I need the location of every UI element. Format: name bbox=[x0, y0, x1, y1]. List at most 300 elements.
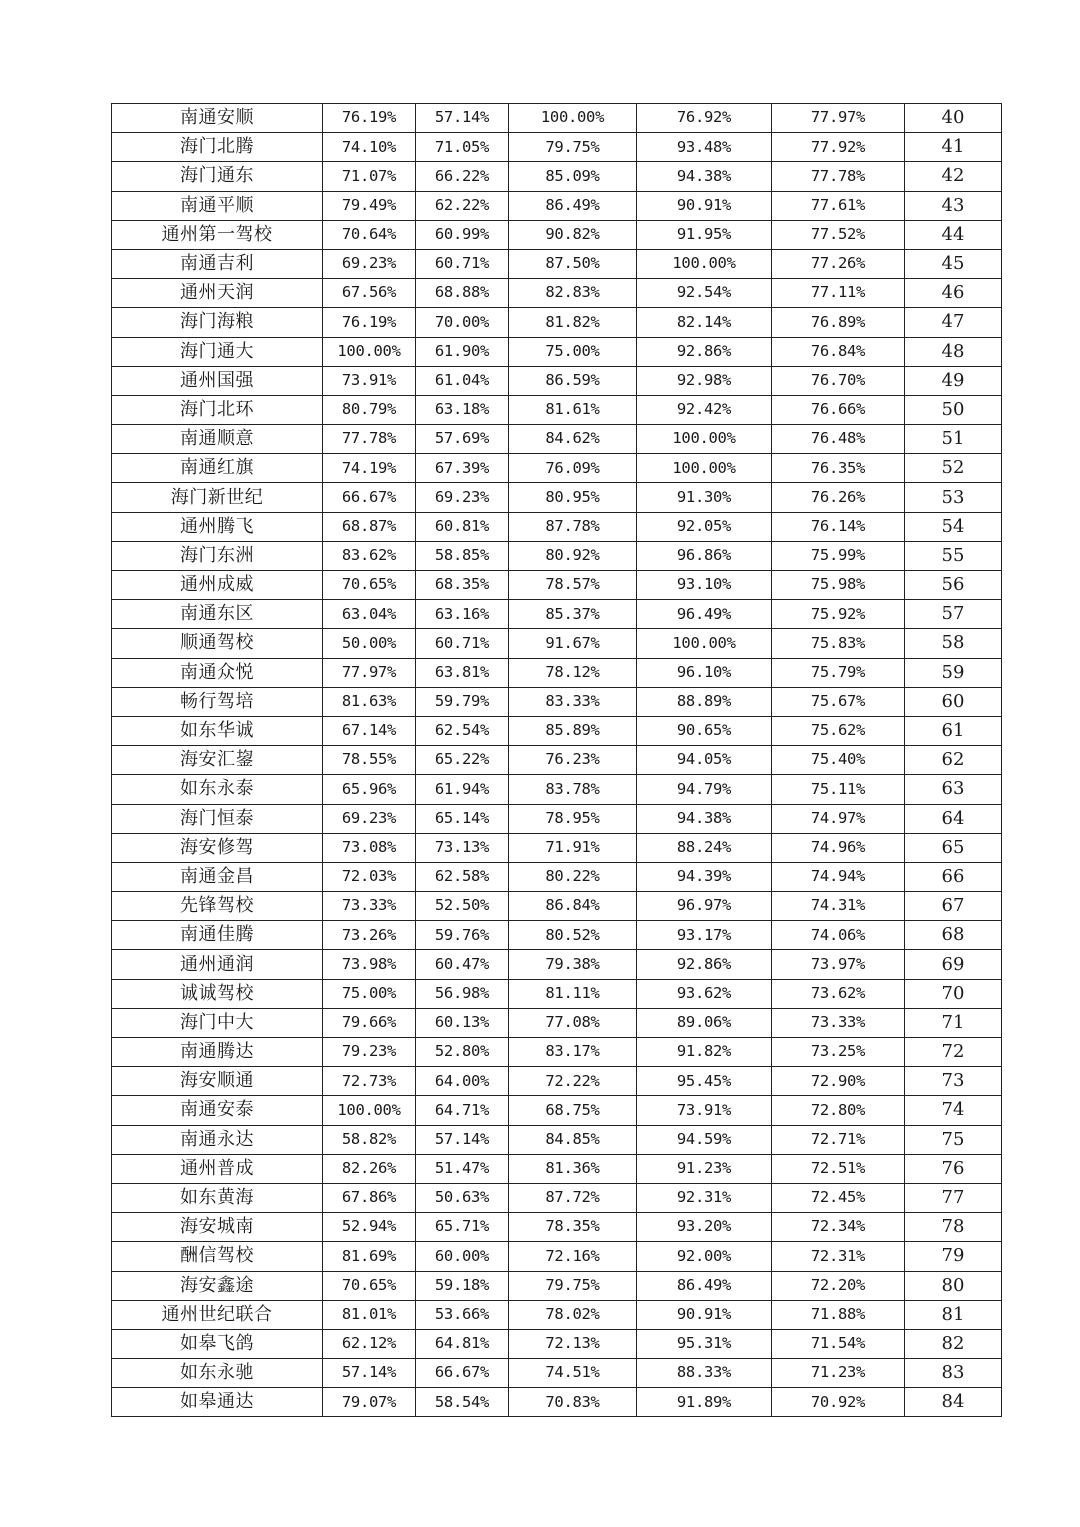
rank-cell: 43 bbox=[905, 191, 1002, 220]
rate-cell-4: 91.82% bbox=[637, 1038, 772, 1067]
rank-cell: 44 bbox=[905, 220, 1002, 249]
table-row bbox=[112, 892, 1002, 921]
rank-cell: 67 bbox=[905, 892, 1002, 921]
rank-cell: 54 bbox=[905, 512, 1002, 541]
rate-cell-1: 81.63% bbox=[323, 687, 416, 716]
overall-rate-cell: 71.88% bbox=[772, 1300, 905, 1329]
overall-rate-cell: 76.26% bbox=[772, 483, 905, 512]
overall-rate-cell: 72.34% bbox=[772, 1213, 905, 1242]
rate-cell-3: 80.92% bbox=[509, 541, 637, 570]
rate-cell-2: 61.94% bbox=[416, 775, 509, 804]
rank-cell: 79 bbox=[905, 1242, 1002, 1271]
rank-cell: 58 bbox=[905, 629, 1002, 658]
table-row bbox=[112, 658, 1002, 687]
table-row bbox=[112, 454, 1002, 483]
rate-cell-4: 100.00% bbox=[637, 249, 772, 278]
rate-cell-2: 53.66% bbox=[416, 1300, 509, 1329]
overall-rate-cell: 74.96% bbox=[772, 833, 905, 862]
rate-cell-4: 94.79% bbox=[637, 775, 772, 804]
school-name-cell: 先锋驾校 bbox=[112, 892, 323, 921]
rank-cell: 66 bbox=[905, 862, 1002, 891]
rate-cell-1: 77.78% bbox=[323, 425, 416, 454]
table-row bbox=[112, 483, 1002, 512]
rate-cell-1: 68.87% bbox=[323, 512, 416, 541]
rank-cell: 83 bbox=[905, 1359, 1002, 1388]
rate-cell-3: 72.13% bbox=[509, 1329, 637, 1358]
rate-cell-1: 73.26% bbox=[323, 921, 416, 950]
rank-cell: 48 bbox=[905, 337, 1002, 366]
rate-cell-1: 58.82% bbox=[323, 1125, 416, 1154]
rate-cell-1: 65.96% bbox=[323, 775, 416, 804]
rate-cell-2: 60.71% bbox=[416, 249, 509, 278]
overall-rate-cell: 77.61% bbox=[772, 191, 905, 220]
school-name-cell: 海门新世纪 bbox=[112, 483, 323, 512]
rate-cell-1: 81.69% bbox=[323, 1242, 416, 1271]
rate-cell-2: 60.71% bbox=[416, 629, 509, 658]
table-row bbox=[112, 133, 1002, 162]
rate-cell-2: 65.22% bbox=[416, 746, 509, 775]
school-name-cell: 南通顺意 bbox=[112, 425, 323, 454]
overall-rate-cell: 75.79% bbox=[772, 658, 905, 687]
school-name-cell: 通州世纪联合 bbox=[112, 1300, 323, 1329]
overall-rate-cell: 76.66% bbox=[772, 395, 905, 424]
rate-cell-3: 100.00% bbox=[509, 104, 637, 133]
rate-cell-1: 100.00% bbox=[323, 1096, 416, 1125]
rate-cell-1: 100.00% bbox=[323, 337, 416, 366]
overall-rate-cell: 76.84% bbox=[772, 337, 905, 366]
rate-cell-4: 92.31% bbox=[637, 1183, 772, 1212]
rate-cell-2: 69.23% bbox=[416, 483, 509, 512]
rank-cell: 63 bbox=[905, 775, 1002, 804]
table-row bbox=[112, 395, 1002, 424]
table-row bbox=[112, 1125, 1002, 1154]
rank-cell: 41 bbox=[905, 133, 1002, 162]
school-name-cell: 南通永达 bbox=[112, 1125, 323, 1154]
rank-cell: 71 bbox=[905, 1008, 1002, 1037]
school-name-cell: 通州普成 bbox=[112, 1154, 323, 1183]
rate-cell-2: 64.81% bbox=[416, 1329, 509, 1358]
overall-rate-cell: 73.25% bbox=[772, 1038, 905, 1067]
rate-cell-3: 76.23% bbox=[509, 746, 637, 775]
overall-rate-cell: 77.97% bbox=[772, 104, 905, 133]
rate-cell-1: 79.07% bbox=[323, 1388, 416, 1417]
rate-cell-1: 73.08% bbox=[323, 833, 416, 862]
rate-cell-4: 91.89% bbox=[637, 1388, 772, 1417]
overall-rate-cell: 70.92% bbox=[772, 1388, 905, 1417]
rate-cell-4: 96.49% bbox=[637, 600, 772, 629]
rate-cell-2: 57.69% bbox=[416, 425, 509, 454]
overall-rate-cell: 71.54% bbox=[772, 1329, 905, 1358]
rank-cell: 40 bbox=[905, 104, 1002, 133]
overall-rate-cell: 77.92% bbox=[772, 133, 905, 162]
table-row bbox=[112, 425, 1002, 454]
rank-cell: 42 bbox=[905, 162, 1002, 191]
rank-cell: 45 bbox=[905, 249, 1002, 278]
rate-cell-3: 68.75% bbox=[509, 1096, 637, 1125]
rate-cell-3: 80.52% bbox=[509, 921, 637, 950]
table-row bbox=[112, 1096, 1002, 1125]
table-row bbox=[112, 220, 1002, 249]
table-row bbox=[112, 804, 1002, 833]
rate-cell-1: 70.65% bbox=[323, 571, 416, 600]
rate-cell-2: 59.18% bbox=[416, 1271, 509, 1300]
overall-rate-cell: 75.62% bbox=[772, 716, 905, 745]
overall-rate-cell: 77.52% bbox=[772, 220, 905, 249]
school-name-cell: 南通金昌 bbox=[112, 862, 323, 891]
school-name-cell: 海安顺通 bbox=[112, 1067, 323, 1096]
table-row bbox=[112, 1154, 1002, 1183]
rate-cell-4: 94.05% bbox=[637, 746, 772, 775]
overall-rate-cell: 74.06% bbox=[772, 921, 905, 950]
rank-cell: 53 bbox=[905, 483, 1002, 512]
table-row bbox=[112, 1359, 1002, 1388]
rank-cell: 74 bbox=[905, 1096, 1002, 1125]
rank-cell: 69 bbox=[905, 950, 1002, 979]
rank-cell: 65 bbox=[905, 833, 1002, 862]
rank-cell: 57 bbox=[905, 600, 1002, 629]
overall-rate-cell: 76.14% bbox=[772, 512, 905, 541]
table-row bbox=[112, 1388, 1002, 1417]
table-row bbox=[112, 921, 1002, 950]
school-name-cell: 海门海粮 bbox=[112, 308, 323, 337]
school-name-cell: 海门东洲 bbox=[112, 541, 323, 570]
rate-cell-3: 70.83% bbox=[509, 1388, 637, 1417]
school-name-cell: 海门北环 bbox=[112, 395, 323, 424]
school-name-cell: 南通佳腾 bbox=[112, 921, 323, 950]
rate-cell-4: 91.30% bbox=[637, 483, 772, 512]
rate-cell-4: 86.49% bbox=[637, 1271, 772, 1300]
rate-cell-1: 50.00% bbox=[323, 629, 416, 658]
rate-cell-2: 62.58% bbox=[416, 862, 509, 891]
rate-cell-1: 67.56% bbox=[323, 279, 416, 308]
rank-cell: 56 bbox=[905, 571, 1002, 600]
rate-cell-1: 62.12% bbox=[323, 1329, 416, 1358]
rate-cell-2: 66.22% bbox=[416, 162, 509, 191]
overall-rate-cell: 75.83% bbox=[772, 629, 905, 658]
rate-cell-3: 78.35% bbox=[509, 1213, 637, 1242]
overall-rate-cell: 77.26% bbox=[772, 249, 905, 278]
rate-cell-4: 89.06% bbox=[637, 1008, 772, 1037]
rate-cell-4: 94.59% bbox=[637, 1125, 772, 1154]
table-row bbox=[112, 162, 1002, 191]
table-row bbox=[112, 862, 1002, 891]
rate-cell-2: 52.50% bbox=[416, 892, 509, 921]
rate-cell-4: 90.91% bbox=[637, 1300, 772, 1329]
rate-cell-3: 77.08% bbox=[509, 1008, 637, 1037]
table-row bbox=[112, 716, 1002, 745]
overall-rate-cell: 76.70% bbox=[772, 366, 905, 395]
overall-rate-cell: 75.92% bbox=[772, 600, 905, 629]
rate-cell-2: 58.85% bbox=[416, 541, 509, 570]
rank-cell: 81 bbox=[905, 1300, 1002, 1329]
school-name-cell: 南通红旗 bbox=[112, 454, 323, 483]
rate-cell-1: 69.23% bbox=[323, 249, 416, 278]
school-name-cell: 通州腾飞 bbox=[112, 512, 323, 541]
school-name-cell: 如东永泰 bbox=[112, 775, 323, 804]
rate-cell-2: 71.05% bbox=[416, 133, 509, 162]
rank-cell: 62 bbox=[905, 746, 1002, 775]
rate-cell-3: 91.67% bbox=[509, 629, 637, 658]
rate-cell-1: 77.97% bbox=[323, 658, 416, 687]
school-name-cell: 通州国强 bbox=[112, 366, 323, 395]
school-name-cell: 畅行驾培 bbox=[112, 687, 323, 716]
school-name-cell: 海门通大 bbox=[112, 337, 323, 366]
rate-cell-3: 81.11% bbox=[509, 979, 637, 1008]
rate-cell-1: 74.10% bbox=[323, 133, 416, 162]
rank-cell: 55 bbox=[905, 541, 1002, 570]
school-name-cell: 南通吉利 bbox=[112, 249, 323, 278]
rate-cell-1: 71.07% bbox=[323, 162, 416, 191]
school-name-cell: 如皋通达 bbox=[112, 1388, 323, 1417]
rate-cell-3: 72.16% bbox=[509, 1242, 637, 1271]
school-name-cell: 海安汇鋆 bbox=[112, 746, 323, 775]
rate-cell-3: 83.78% bbox=[509, 775, 637, 804]
school-name-cell: 海安城南 bbox=[112, 1213, 323, 1242]
school-name-cell: 酬信驾校 bbox=[112, 1242, 323, 1271]
school-name-cell: 南通腾达 bbox=[112, 1038, 323, 1067]
rate-cell-3: 81.36% bbox=[509, 1154, 637, 1183]
table-row bbox=[112, 1329, 1002, 1358]
rate-cell-1: 83.62% bbox=[323, 541, 416, 570]
rate-cell-3: 78.57% bbox=[509, 571, 637, 600]
rate-cell-4: 91.95% bbox=[637, 220, 772, 249]
school-name-cell: 南通众悦 bbox=[112, 658, 323, 687]
rate-cell-2: 62.22% bbox=[416, 191, 509, 220]
rank-cell: 64 bbox=[905, 804, 1002, 833]
rate-cell-2: 68.88% bbox=[416, 279, 509, 308]
table-row bbox=[112, 104, 1002, 133]
table-row bbox=[112, 833, 1002, 862]
rate-cell-1: 67.14% bbox=[323, 716, 416, 745]
rate-cell-4: 91.23% bbox=[637, 1154, 772, 1183]
rate-cell-1: 82.26% bbox=[323, 1154, 416, 1183]
rate-cell-4: 94.38% bbox=[637, 804, 772, 833]
rate-cell-2: 56.98% bbox=[416, 979, 509, 1008]
rate-cell-1: 73.33% bbox=[323, 892, 416, 921]
table-row bbox=[112, 191, 1002, 220]
rate-cell-3: 83.33% bbox=[509, 687, 637, 716]
overall-rate-cell: 75.99% bbox=[772, 541, 905, 570]
rate-cell-4: 93.10% bbox=[637, 571, 772, 600]
school-name-cell: 如皋飞鸽 bbox=[112, 1329, 323, 1358]
rate-cell-2: 68.35% bbox=[416, 571, 509, 600]
rate-cell-2: 62.54% bbox=[416, 716, 509, 745]
rate-cell-3: 79.38% bbox=[509, 950, 637, 979]
rate-cell-1: 73.91% bbox=[323, 366, 416, 395]
rate-cell-2: 57.14% bbox=[416, 1125, 509, 1154]
rank-cell: 75 bbox=[905, 1125, 1002, 1154]
rate-cell-1: 78.55% bbox=[323, 746, 416, 775]
rate-cell-4: 92.00% bbox=[637, 1242, 772, 1271]
rate-cell-3: 84.85% bbox=[509, 1125, 637, 1154]
overall-rate-cell: 76.48% bbox=[772, 425, 905, 454]
rank-cell: 52 bbox=[905, 454, 1002, 483]
rate-cell-1: 52.94% bbox=[323, 1213, 416, 1242]
rate-cell-3: 85.09% bbox=[509, 162, 637, 191]
rate-cell-4: 92.86% bbox=[637, 337, 772, 366]
rate-cell-4: 88.24% bbox=[637, 833, 772, 862]
rank-cell: 61 bbox=[905, 716, 1002, 745]
rate-cell-1: 81.01% bbox=[323, 1300, 416, 1329]
rate-cell-1: 70.64% bbox=[323, 220, 416, 249]
rate-cell-4: 96.86% bbox=[637, 541, 772, 570]
rank-cell: 84 bbox=[905, 1388, 1002, 1417]
overall-rate-cell: 72.45% bbox=[772, 1183, 905, 1212]
rate-cell-1: 57.14% bbox=[323, 1359, 416, 1388]
rate-cell-4: 100.00% bbox=[637, 425, 772, 454]
overall-rate-cell: 73.62% bbox=[772, 979, 905, 1008]
table-row bbox=[112, 979, 1002, 1008]
rate-cell-2: 70.00% bbox=[416, 308, 509, 337]
rate-cell-4: 88.33% bbox=[637, 1359, 772, 1388]
rate-cell-1: 69.23% bbox=[323, 804, 416, 833]
rate-cell-1: 80.79% bbox=[323, 395, 416, 424]
rate-cell-1: 75.00% bbox=[323, 979, 416, 1008]
table-row bbox=[112, 1008, 1002, 1037]
rate-cell-3: 78.02% bbox=[509, 1300, 637, 1329]
table-row bbox=[112, 541, 1002, 570]
school-name-cell: 如东永驰 bbox=[112, 1359, 323, 1388]
rate-cell-4: 92.42% bbox=[637, 395, 772, 424]
rate-cell-3: 86.84% bbox=[509, 892, 637, 921]
rate-cell-1: 72.03% bbox=[323, 862, 416, 891]
rank-cell: 68 bbox=[905, 921, 1002, 950]
overall-rate-cell: 76.35% bbox=[772, 454, 905, 483]
rate-cell-1: 79.49% bbox=[323, 191, 416, 220]
rate-cell-2: 60.00% bbox=[416, 1242, 509, 1271]
overall-rate-cell: 75.67% bbox=[772, 687, 905, 716]
rate-cell-4: 96.97% bbox=[637, 892, 772, 921]
school-name-cell: 通州天润 bbox=[112, 279, 323, 308]
rate-cell-2: 60.81% bbox=[416, 512, 509, 541]
rate-cell-4: 73.91% bbox=[637, 1096, 772, 1125]
table-row bbox=[112, 1213, 1002, 1242]
rate-cell-1: 79.66% bbox=[323, 1008, 416, 1037]
rate-cell-2: 63.81% bbox=[416, 658, 509, 687]
rate-cell-3: 87.78% bbox=[509, 512, 637, 541]
rate-cell-3: 86.59% bbox=[509, 366, 637, 395]
rate-cell-2: 61.04% bbox=[416, 366, 509, 395]
rate-cell-4: 93.17% bbox=[637, 921, 772, 950]
school-name-cell: 如东华诚 bbox=[112, 716, 323, 745]
school-name-cell: 海门通东 bbox=[112, 162, 323, 191]
overall-rate-cell: 74.97% bbox=[772, 804, 905, 833]
rate-cell-3: 86.49% bbox=[509, 191, 637, 220]
rate-cell-3: 81.61% bbox=[509, 395, 637, 424]
school-name-cell: 通州通润 bbox=[112, 950, 323, 979]
rate-cell-1: 67.86% bbox=[323, 1183, 416, 1212]
table-row bbox=[112, 687, 1002, 716]
rate-cell-2: 50.63% bbox=[416, 1183, 509, 1212]
table-row bbox=[112, 1271, 1002, 1300]
school-name-cell: 通州第一驾校 bbox=[112, 220, 323, 249]
rate-cell-3: 87.50% bbox=[509, 249, 637, 278]
rank-cell: 77 bbox=[905, 1183, 1002, 1212]
school-name-cell: 南通平顺 bbox=[112, 191, 323, 220]
rate-cell-4: 100.00% bbox=[637, 629, 772, 658]
overall-rate-cell: 72.71% bbox=[772, 1125, 905, 1154]
overall-rate-cell: 76.89% bbox=[772, 308, 905, 337]
rate-cell-1: 76.19% bbox=[323, 308, 416, 337]
rate-cell-3: 83.17% bbox=[509, 1038, 637, 1067]
rate-cell-4: 92.05% bbox=[637, 512, 772, 541]
rank-cell: 46 bbox=[905, 279, 1002, 308]
rate-cell-3: 78.95% bbox=[509, 804, 637, 833]
rate-cell-3: 79.75% bbox=[509, 1271, 637, 1300]
rate-cell-3: 85.89% bbox=[509, 716, 637, 745]
ranking-table bbox=[111, 103, 1002, 1417]
rate-cell-1: 63.04% bbox=[323, 600, 416, 629]
rate-cell-1: 74.19% bbox=[323, 454, 416, 483]
rate-cell-3: 80.22% bbox=[509, 862, 637, 891]
rate-cell-4: 100.00% bbox=[637, 454, 772, 483]
rate-cell-1: 79.23% bbox=[323, 1038, 416, 1067]
rank-cell: 59 bbox=[905, 658, 1002, 687]
rate-cell-2: 60.13% bbox=[416, 1008, 509, 1037]
rate-cell-1: 76.19% bbox=[323, 104, 416, 133]
rank-cell: 76 bbox=[905, 1154, 1002, 1183]
table-row bbox=[112, 1242, 1002, 1271]
overall-rate-cell: 72.31% bbox=[772, 1242, 905, 1271]
rate-cell-3: 76.09% bbox=[509, 454, 637, 483]
school-name-cell: 海安修驾 bbox=[112, 833, 323, 862]
rate-cell-4: 94.39% bbox=[637, 862, 772, 891]
rate-cell-2: 60.99% bbox=[416, 220, 509, 249]
rate-cell-4: 95.45% bbox=[637, 1067, 772, 1096]
table-row bbox=[112, 512, 1002, 541]
rate-cell-3: 87.72% bbox=[509, 1183, 637, 1212]
rate-cell-2: 63.16% bbox=[416, 600, 509, 629]
table-row bbox=[112, 571, 1002, 600]
rate-cell-4: 92.86% bbox=[637, 950, 772, 979]
table-row bbox=[112, 1038, 1002, 1067]
rate-cell-2: 60.47% bbox=[416, 950, 509, 979]
rate-cell-2: 59.76% bbox=[416, 921, 509, 950]
school-name-cell: 海门北腾 bbox=[112, 133, 323, 162]
rate-cell-1: 66.67% bbox=[323, 483, 416, 512]
rate-cell-4: 93.62% bbox=[637, 979, 772, 1008]
table-row bbox=[112, 950, 1002, 979]
table-row bbox=[112, 308, 1002, 337]
overall-rate-cell: 77.11% bbox=[772, 279, 905, 308]
table-body bbox=[112, 104, 1002, 1417]
rate-cell-4: 93.20% bbox=[637, 1213, 772, 1242]
rate-cell-4: 94.38% bbox=[637, 162, 772, 191]
rank-cell: 78 bbox=[905, 1213, 1002, 1242]
table-row bbox=[112, 337, 1002, 366]
rate-cell-3: 82.83% bbox=[509, 279, 637, 308]
overall-rate-cell: 77.78% bbox=[772, 162, 905, 191]
rate-cell-3: 71.91% bbox=[509, 833, 637, 862]
rate-cell-1: 73.98% bbox=[323, 950, 416, 979]
school-name-cell: 顺通驾校 bbox=[112, 629, 323, 658]
rate-cell-3: 74.51% bbox=[509, 1359, 637, 1388]
rate-cell-4: 93.48% bbox=[637, 133, 772, 162]
rate-cell-4: 96.10% bbox=[637, 658, 772, 687]
rate-cell-4: 82.14% bbox=[637, 308, 772, 337]
rank-cell: 82 bbox=[905, 1329, 1002, 1358]
table-row bbox=[112, 249, 1002, 278]
rate-cell-3: 72.22% bbox=[509, 1067, 637, 1096]
overall-rate-cell: 75.40% bbox=[772, 746, 905, 775]
rank-cell: 47 bbox=[905, 308, 1002, 337]
rate-cell-3: 85.37% bbox=[509, 600, 637, 629]
rate-cell-4: 92.54% bbox=[637, 279, 772, 308]
rate-cell-3: 84.62% bbox=[509, 425, 637, 454]
overall-rate-cell: 72.90% bbox=[772, 1067, 905, 1096]
rate-cell-3: 81.82% bbox=[509, 308, 637, 337]
overall-rate-cell: 72.20% bbox=[772, 1271, 905, 1300]
